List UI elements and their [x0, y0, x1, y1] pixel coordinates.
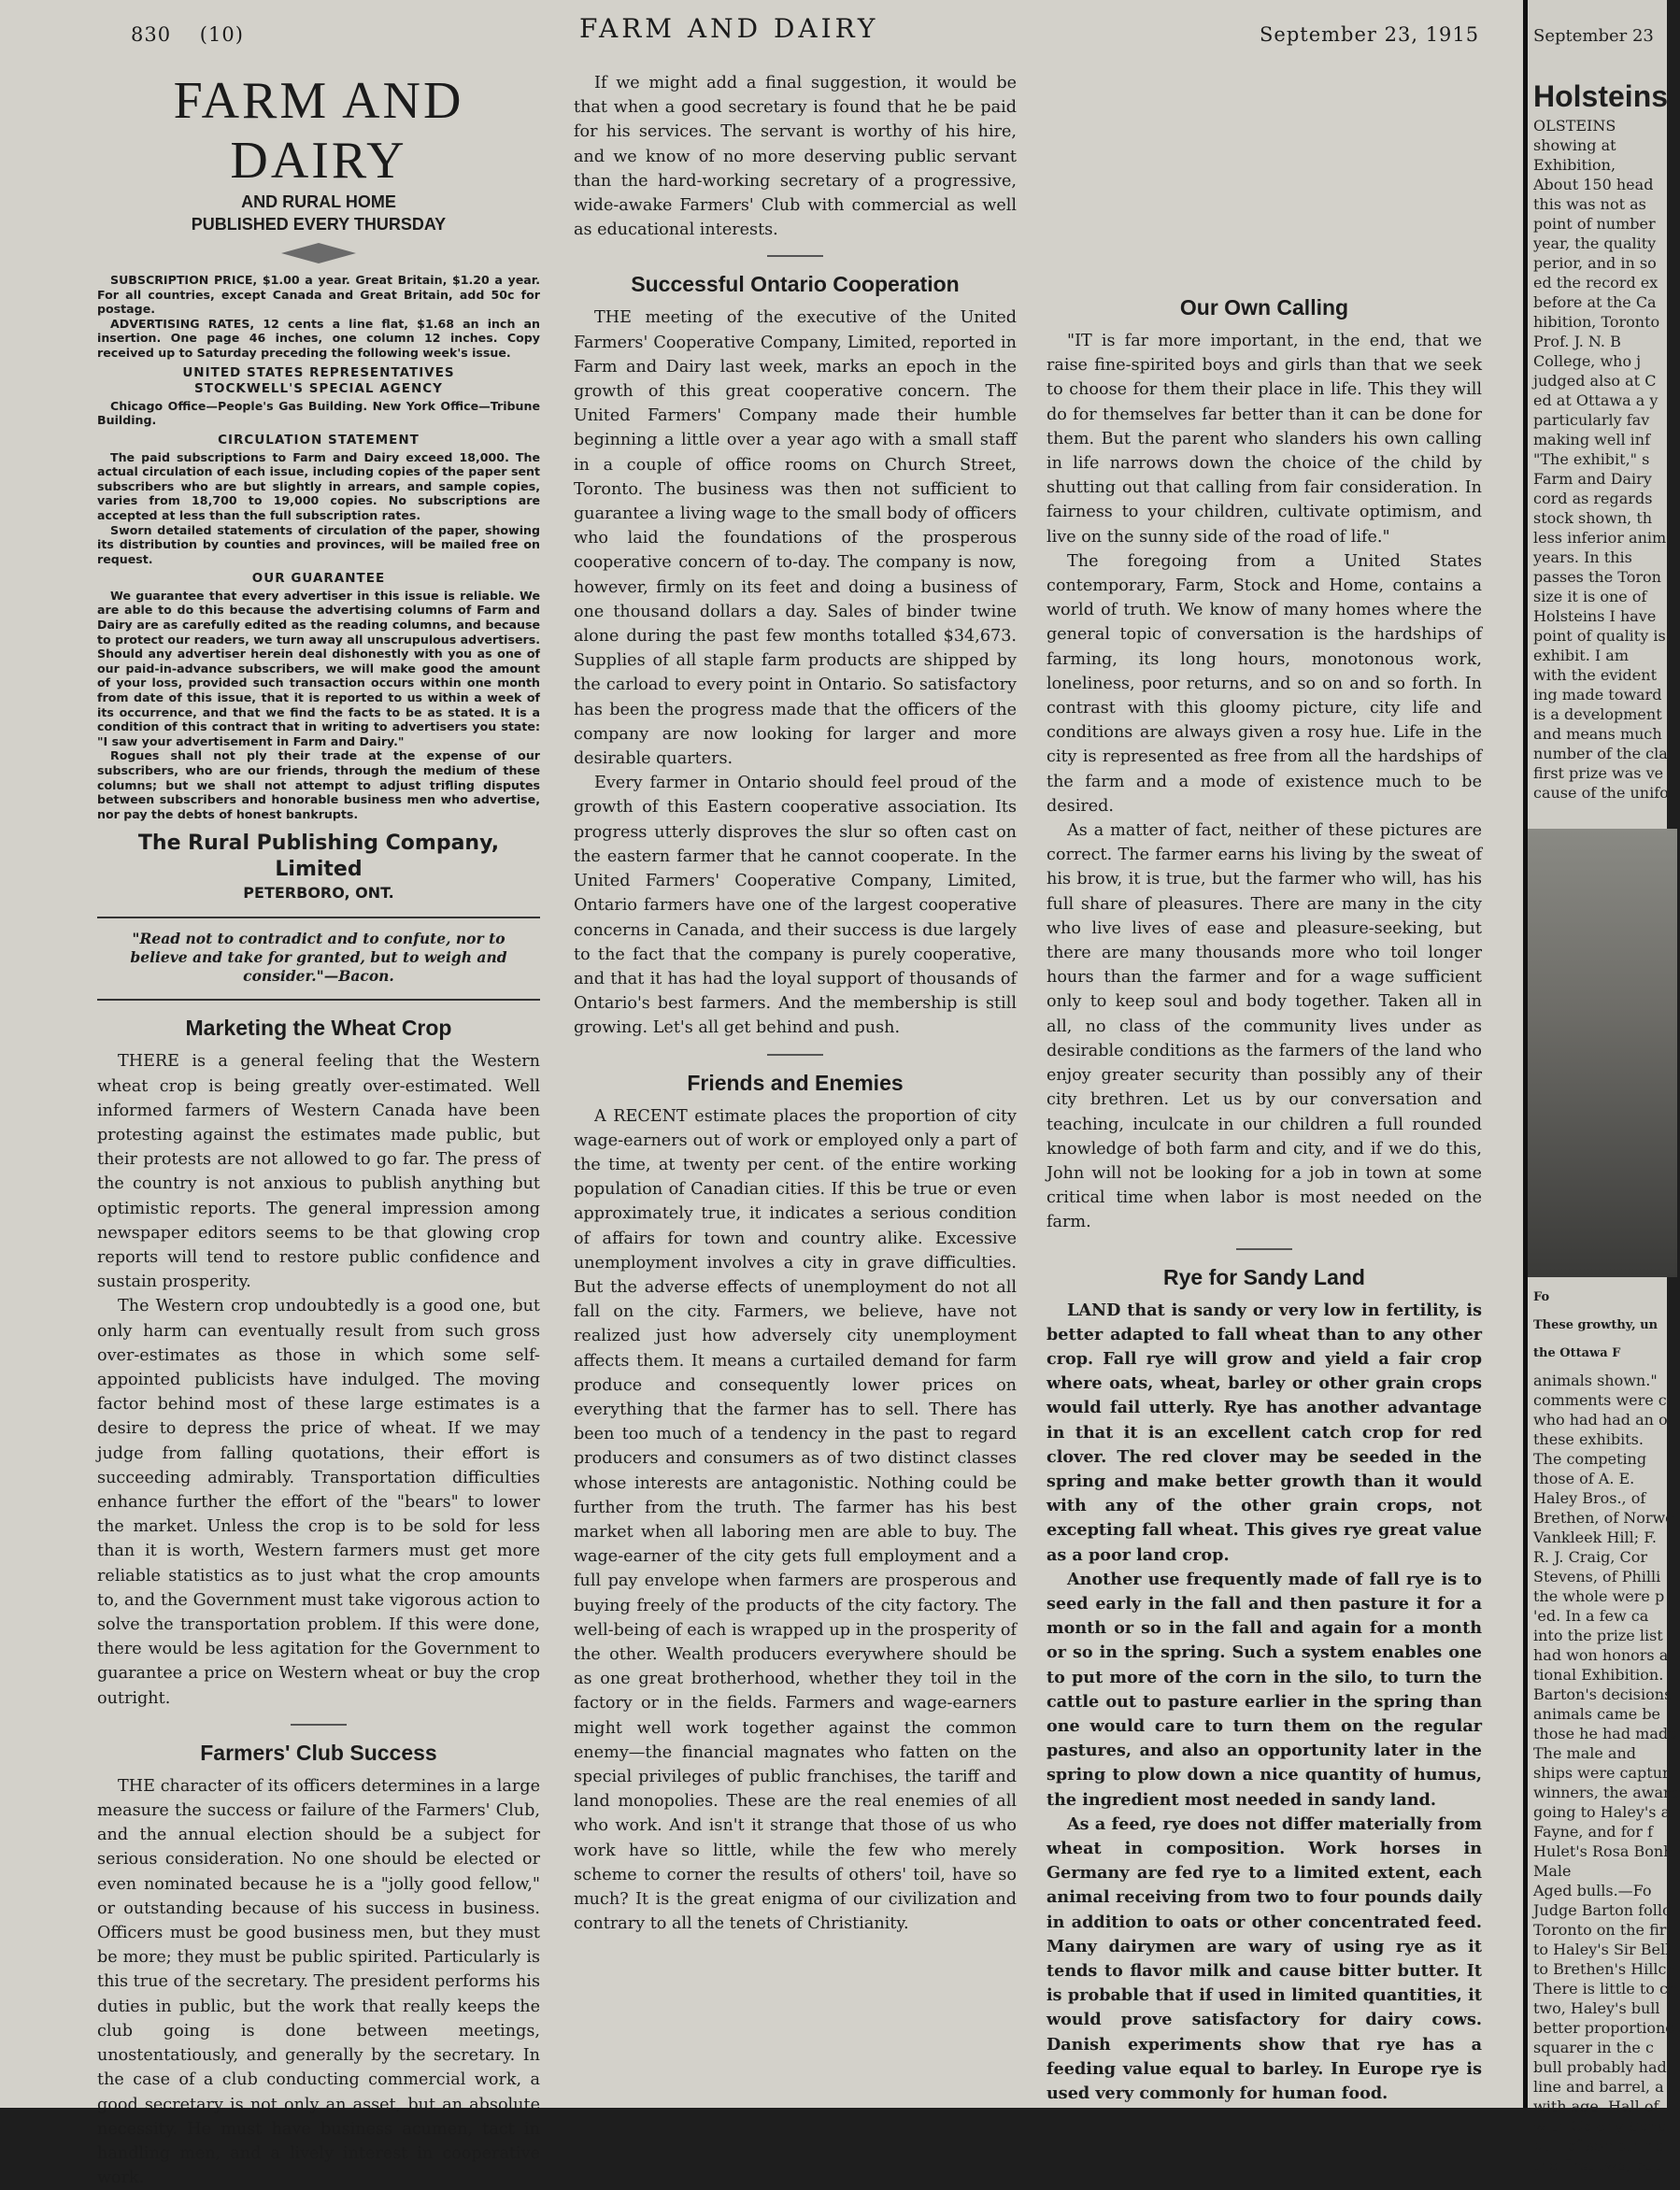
- article-calling-p3: As a matter of fact, neither of these pictures are correct. The farmer earns his living by the sweat of his brow, it is true, but the farmer who will, has his full share of pleasures. There are many in the city who live lives of ease and pleasure-seeking, but there are many thousands more who toil longer hours than the farmer and for a wage sufficient only to keep soul and body together. Taken all in all, no class of the community lives under as desirable conditions as the farmers of the land who enjoy greater security than possibly any of their city brethren. Let us by our conversation and teaching, inculcate in our children a full rounded knowledge of both farm and city, and if we do this, John will not be looking for a job in town at some critical time when labor is most needed on the farm.: [1046, 821, 1482, 1232]
- adjacent-bottom-line: Fayne, and for f: [1533, 1823, 1653, 1841]
- adjacent-top-line: Prof. J. N. B: [1533, 333, 1621, 350]
- adjacent-top-line: is a development: [1533, 705, 1662, 723]
- adjacent-top-line: stock shown, th: [1533, 509, 1653, 527]
- guarantee-text-2: Rogues shall not ply their trade at the expense of our subscribers, who are our friends, through the medium of these columns; but we shall not attempt to adjust trifling disputes between subscribers and honorable business men who advertise, nor pay the debts of honest bankrupts.: [97, 748, 540, 821]
- guarantee-text-1: We guarantee that every advertiser in this issue is reliable. We are able to do this because the advertising columns of Farm and Dairy are as carefully edited as the reading columns, and because to protect our readers, we turn away all unscrupulous advertisers. Should any advertiser herein deal dishonestly with you as one of our paid-in-advance subscribers, we will make good the amount of your loss, provided such transaction occurs within one month from date of this issue, that it is reported to us within a week of its occurrence, and that we find the facts to be as stated. It is a condition of this contract that in writing to advertisers you state: "I saw your advertisement in Farm and Dairy.": [97, 588, 540, 748]
- bacon-quote: "Read not to contradict and to confute, nor to believe and take for granted, but to weigh and consider."—Bacon.: [130, 930, 507, 986]
- us-reps-heading: UNITED STATES REPRESENTATIVES: [182, 364, 455, 380]
- adjacent-bottom-line: with Colony Cana: [1533, 2117, 1668, 2135]
- article-rye-p3: As a feed, rye does not differ materially from wheat in composition. Work horses in Germany are fed rye to a limited extent, each animal receiving from two to four pounds daily in addition to oats or other concentrated feed. Many dairymen are wary of using rye as it tends to flavor milk and cause bitter butter. It is probable that if used in limited quantities, it would prove satisfactory for dairy cows. Danish experiments show that rye has a feeding value equal to barley. In Europe rye is used very commonly for human food.: [1046, 1813, 1482, 2104]
- adjacent-bottom-line: who had had an o: [1533, 1411, 1668, 1429]
- adjacent-bottom-line: Brethen, of Norwo: [1533, 1509, 1674, 1527]
- adjacent-bottom-line: had won honors a: [1533, 1646, 1669, 1664]
- adjacent-bottom-line: comments were c: [1533, 1391, 1667, 1409]
- caption-line: These growthy, un: [1533, 1318, 1659, 1332]
- adjacent-bottom-line: animals came be: [1533, 1705, 1661, 1723]
- adjacent-top-line: cause of the unifo: [1533, 784, 1669, 802]
- article-coop-p1: THE meeting of the executive of the United Farmers' Cooperative Company, Limited, reported in Farm and Dairy last week, marks an epoch in the growth of this great cooperative concern. The United Farmers' Company made their humble beginning a little over a year ago with a small staff in a couple of office rooms on Church Street, Toronto. The business was then not sufficient to guarantee a living wage to the small body of officers who laid the foundations of the prosperous cooperative concern of to-day. The company is now, however, firmly on its feet and doing a business of one thousand dollars a day. Sales of binder twine alone during the past few months totalled $34,673. Supplies of all staple farm products are shipped by the carload to every point in Ontario. So satisfactory has been the progress made that the officers of the company are now looking for larger and more desirable quarters.: [574, 308, 1017, 769]
- article-title-calling: Our Own Calling: [1179, 295, 1349, 320]
- adjacent-top-line: Farm and Dairy: [1533, 470, 1652, 488]
- article-wheat-p2: The Western crop undoubtedly is a good one, but only harm can eventually result from such gross over-estimates as those in which some self-appointed publicists have indulged. The moving factor behind most of these large estimates is a desire to depress the price of wheat. If we may judge from falling quotations, their effort is succeeding admirably. Transportation difficulties enhance further the effort of the "bears" to lower the market. Unless the crop is to be sold for less than it is worth, Western farmers must get more reliable statistics as to just what the crop amounts to, and the Government must take vigorous action to solve the transportation problem. If this were done, there would be less agitation for the Government to guarantee a price on Western wheat or buy the crop outright.: [97, 1297, 540, 1708]
- adjacent-top-line: passes the Toron: [1533, 568, 1661, 586]
- caption-line: Fo: [1533, 1290, 1550, 1304]
- ornament-icon: [281, 243, 356, 263]
- adjacent-bottom-line: Male: [1533, 1862, 1572, 1880]
- circulation-text-1: The paid subscriptions to Farm and Dairy exceed 18,000. The actual circulation of each issue, including copies of the paper sent subscribers who are but slightly in arrears, and sample copies, varies from 18,700 to 19,000 copies. No subscriptions are accepted at less than the full subscription rates.: [97, 449, 540, 522]
- adjacent-page-title: Holsteins: [1533, 79, 1669, 113]
- adjacent-bottom-line: the first two, but: [1533, 2156, 1661, 2174]
- masthead-frequency: PUBLISHED EVERY THURSDAY: [191, 215, 447, 234]
- us-reps-agency: STOCKWELL'S SPECIAL AGENCY: [194, 381, 443, 397]
- adjacent-bottom-line: these exhibits.: [1533, 1430, 1644, 1448]
- adjacent-bottom-line: winners, the award: [1533, 1784, 1680, 1801]
- adjacent-top-line: Exhibition,: [1533, 156, 1616, 174]
- adjacent-top-line: ed the record ex: [1533, 274, 1659, 292]
- guarantee-heading: OUR GUARANTEE: [251, 571, 386, 587]
- masthead-title: FARM AND DAIRY: [173, 72, 464, 190]
- divider: [97, 999, 540, 1001]
- column-3: [1046, 280, 1482, 2106]
- publisher-location: PETERBORO, ONT.: [243, 884, 394, 903]
- adjacent-top-line: point of number: [1533, 215, 1656, 233]
- cattle-photo: [1528, 829, 1677, 1277]
- article-title-club: Farmers' Club Success: [200, 1740, 437, 1765]
- circulation-heading: CIRCULATION STATEMENT: [218, 432, 420, 448]
- adjacent-bottom-line: R. J. Craig, Cor: [1533, 1548, 1648, 1566]
- column-1: [97, 71, 540, 2190]
- adjacent-bottom-line: with age. Hall of: [1533, 2098, 1659, 2115]
- adjacent-top-line: size it is one of: [1533, 588, 1647, 605]
- article-title-wheat: Marketing the Wheat Crop: [185, 1016, 452, 1041]
- adjacent-top-line: and means much: [1533, 725, 1662, 743]
- adjacent-top-line: point of quality is: [1533, 627, 1666, 645]
- running-title: FARM AND DAIRY: [579, 13, 879, 44]
- adjacent-bottom-line: Hulet's Rosa Bonh: [1533, 1842, 1673, 1860]
- advertising-rates: ADVERTISING RATES, 12 cents a line flat, $1.68 an inch an insertion. One page 46 inches, one column 12 inches. Copy received up to Saturday preceding the following week's issue.: [97, 316, 540, 360]
- adjacent-top-line: before at the Ca: [1533, 293, 1657, 311]
- adjacent-top-line: making well inf: [1533, 431, 1650, 448]
- article-title-coop: Successful Ontario Cooperation: [631, 272, 960, 297]
- page-number: 830 (10): [131, 23, 244, 46]
- adjacent-bottom-line: Toronto on the fir: [1533, 1921, 1667, 1939]
- adjacent-bottom-line: Stevens, of Philli: [1533, 1568, 1661, 1586]
- article-calling-p1: "IT is far more important, in the end, that we raise fine-spirited boys and girls than that we seek to choose for them their place in life. This they will do for themselves far better than it can be done for them. But the parent who slanders his own calling in life narrows down the choice of the child by shutting out that calling from fair consideration. In fairness to your children, cultivate optimism, and live on the sunny side of the road of life.": [1046, 332, 1482, 547]
- adjacent-top-line: particularly fav: [1533, 411, 1650, 429]
- adjacent-bottom-line: two, Haley's bull: [1533, 1999, 1660, 2017]
- article-rye-p2: Another use frequently made of fall rye is to seed early in the fall and then pasture it for a month or so in the fall and again for a month or so in the spring. Such a system enables one to put more of the corn in the silo, to turn the cattle out to pasture earlier in the spring than one would care to turn them on the regular pastures, and also an opportunity later in the spring to plow down a nice quantity of humus, the ingredient most needed in sandy land.: [1046, 1569, 1482, 1810]
- adjacent-top-line: College, who j: [1533, 352, 1642, 370]
- adjacent-bottom-line: animals shown.": [1533, 1372, 1658, 1389]
- adjacent-top-line: first prize was ve: [1533, 764, 1664, 782]
- adjacent-top-line: less inferior anim: [1533, 529, 1667, 547]
- divider: [291, 1724, 347, 1726]
- article-coop-p2: Every farmer in Ontario should feel proud of the growth of this Eastern cooperative association. Its progress utterly disproves the slur so often cast on the eastern farmer that he cannot cooperate. In the United Farmers' Cooperative Company, Limited, Ontario farmers have one of the largest cooperative concerns in Canada, and their success is due largely to the fact that the company is purely cooperative, and that it has had the loyal support of thousands of Ontario's best farmers. And the membership is still growing. Let's all get behind and push.: [574, 774, 1017, 1038]
- us-reps-offices: Chicago Office—People's Gas Building. New York Office—Tribune Building.: [97, 398, 540, 428]
- adjacent-bottom-line: tional Exhibition.: [1533, 1666, 1664, 1684]
- adjacent-bottom-line: Aged bulls.—Fo: [1533, 1882, 1652, 1899]
- adjacent-top-line: hibition, Toronto: [1533, 313, 1660, 331]
- photo-caption: [1528, 1290, 1667, 1361]
- adjacent-bottom-line: The competing: [1533, 1450, 1647, 1468]
- adjacent-page-date: September 23: [1533, 26, 1654, 46]
- adjacent-top-line: ing made toward: [1533, 686, 1662, 704]
- adjacent-bottom-line: those of A. E.: [1533, 1470, 1635, 1487]
- adjacent-top-line: years. In this: [1533, 548, 1632, 566]
- publisher-name: The Rural Publishing Company, Limited: [137, 832, 500, 882]
- adjacent-bottom-line: to Brethen's Hillcr: [1533, 1960, 1674, 1978]
- divider: [1236, 1248, 1292, 1250]
- article-rye-p1: LAND that is sandy or very low in fertility, is better adapted to fall wheat than to any other crop. Fall rye will grow and yield a fair crop where oats, wheat, barley or other grain crops would fail utterly. Rye has another advantage in that it is an excellent catch crop for red clover. The red clover may be seeded in the spring and make better growth than it would with any of the other grain crops, not excepting fall wheat. This gives rye great value as a poor land crop.: [1046, 1300, 1482, 1565]
- adjacent-top-line: Holsteins I have: [1533, 607, 1657, 625]
- issue-date: September 23, 1915: [1260, 23, 1480, 46]
- adjacent-bottom-line: ships were captur: [1533, 1764, 1670, 1782]
- divider: [767, 255, 823, 257]
- adjacent-bottom-line: Haley Bros., of: [1533, 1489, 1646, 1507]
- masthead-subtitle: AND RURAL HOME: [241, 192, 396, 211]
- adjacent-bottom-line: better proportione: [1533, 2019, 1674, 2037]
- adjacent-top-line: with the evident: [1533, 666, 1657, 684]
- article-wheat-p1: THERE is a general feeling that the Western wheat crop is being greatly over-estimated. Well informed farmers of Western Canada have been protesting against the estimates made public, but their protests are not allowed to go far. The press of the country is not anxious to publish anything but optimistic reports. The general impression among newspaper editors seems to be that glowing crop reports will tend to restore public confidence and sustain prosperity.: [97, 1052, 540, 1292]
- adjacent-bottom-line: The male and: [1533, 1744, 1636, 1762]
- adjacent-bottom-line: line and barrel, a: [1533, 2078, 1664, 2096]
- adjacent-bottom-line: bull of something: [1533, 2137, 1666, 2154]
- adjacent-bottom-line: the whole were p: [1533, 1587, 1665, 1605]
- adjacent-top-line: number of the cla: [1533, 745, 1668, 762]
- adjacent-top-line: OLSTEINS: [1533, 117, 1616, 135]
- adjacent-bottom-line: going to Haley's a: [1533, 1803, 1671, 1821]
- adjacent-bottom-line: squarer in the c: [1533, 2039, 1654, 2056]
- article-calling-p2: The foregoing from a United States contemporary, Farm, Stock and Home, contains a world of truth. We know of many homes where the general topic of conversation is the hardships of farming, its long hours, monotonous work, loneliness, poor returns, and so on and so forth. In contrast with this gloomy picture, city life and conditions are always given a rosy hue. Life in the city is represented as free from all the hardships of the farm and a mode of existence much to be desired.: [1046, 551, 1482, 816]
- column-2: [574, 71, 1017, 1936]
- article-title-rye: Rye for Sandy Land: [1163, 1264, 1365, 1289]
- adjacent-top-line: showing at: [1533, 136, 1616, 154]
- article-title-friends: Friends and Enemies: [687, 1070, 904, 1095]
- caption-line: the Ottawa F: [1533, 1346, 1621, 1360]
- article-friends-p1: A RECENT estimate places the proportion of city wage-earners out of work or employed only a part of the time, at twenty per cent. of the entire working population of Canadian cities. If this be true or even approximately true, it indicates a serious condition of affairs for town and country alike. Excessive unemployment involves a city in grave difficulties. But the adverse effects of unemployment do not all fall on the city. Farmers, we believe, have not realized just how adversely city unemployment affects them. It means a curtailed demand for farm produce and consequently lower prices on everything that the farmer has to sell. There has been too much of a tendency in the past to regard producers and consumers as of two distinct classes whose interests are antagonistic. Nothing could be further from the truth. The farmer has his best market when all laboring men are able to buy. The wage-earner of the city gets full employment and a full pay envelope when farmers are prosperous and buying freely of the products of the city factory. The well-being of each is wrapped up in the prosperity of the other. Wealth producers everywhere should be as one great brotherhood, whether they toil in the factory or in the fields. Farmers and wage-earners might well work together against the common enemy—the financial magnates who fatten on the special privileges of public franchises, the tariff and land monopolies. These are the real enemies of all who work. And isn't it strange that those of us who work have so little, while the few who merely scheme to corner the results of others' toil, have so much? It is the great enigma of our civilization and contrary to all the tenets of Christianity.: [574, 1106, 1017, 1934]
- divider: [97, 917, 540, 918]
- adjacent-top-line: About 150 head: [1533, 176, 1654, 193]
- adjacent-bottom-line: bull probably had: [1533, 2058, 1667, 2076]
- adjacent-page-text-top: [1528, 116, 1667, 803]
- adjacent-page-text-bottom: [1528, 1371, 1680, 2175]
- adjacent-top-line: ed at Ottawa a y: [1533, 391, 1659, 409]
- article-club-p1: THE character of its officers determines in a large measure the success or failure of the Farmers' Club, and the annual election should be a subject for serious consideration. No one should be elected or even nominated because he is a "jolly good fellow," or outstanding because of his success in business. Officers must be good business men, but they must be more; they must be public spirited. Particularly is this true of the secretary. The president performs his duties in public, but the work that really keeps the club going is done between meetings, unostentatiously, and generally by the secretary. In the case of a club conducting commercial work, a good secretary is not only an asset, but an absolute necessity. He must have business acumen, tact in handling men, and a lively interest in cooperative work.: [97, 1776, 540, 2188]
- circulation-text-2: Sworn detailed statements of circulation of the paper, showing its distribution by counties and provinces, will be mailed free on request.: [97, 522, 540, 566]
- adjacent-top-line: this was not as: [1533, 195, 1646, 213]
- adjacent-bottom-line: to Haley's Sir Bell: [1533, 1941, 1671, 1958]
- adjacent-bottom-line: 'ed. In a few ca: [1533, 1607, 1649, 1625]
- adjacent-bottom-line: those he had made: [1533, 1725, 1677, 1742]
- adjacent-top-line: judged also at C: [1533, 372, 1657, 390]
- adjacent-bottom-line: into the prize list: [1533, 1627, 1663, 1644]
- divider: [767, 1054, 823, 1056]
- adjacent-top-line: perior, and in so: [1533, 254, 1657, 272]
- adjacent-bottom-line: There is little to ch: [1533, 1980, 1678, 1998]
- adjacent-bottom-line: Vankleek Hill; F.: [1533, 1529, 1657, 1546]
- adjacent-top-line: year, the quality: [1533, 235, 1657, 252]
- adjacent-bottom-line: Judge Barton follo: [1533, 1901, 1672, 1919]
- subscription-info: SUBSCRIPTION PRICE, $1.00 a year. Great Britain, $1.20 a year. For all countries, except Canada and Great Britain, add 50c for postage. ADVERTISING RATES, 12 cents a line flat, $1.68 an inch an insertion. One page 46 inches, one column 12 inches. Copy received up to Saturday preceding the following week's issue. UNITED STATES REPRESENTATIVES STOCKWELL'S SPECIAL AGENCY Chicago Office—People's Gas Building. New York Office—Tribune Building. CIRCULATION STATEMENT The paid subscriptions to Farm and Dairy exceed 18,000. The actual circulation of each issue, including copies of the paper sent subscribers who are but slightly in arrears, and sample copies, varies from 18,700 to 19,000 copies. No subscriptions are accepted at less than the full subscription rates. Sworn detailed statements of circulation of the paper, showing its distribution by counties and provinces, will be mailed free on request. OUR GUARANTEE We guarantee that every advertiser in this issue is reliable. We are able to do this because the advertising columns of Farm and Dairy are as carefully edited as the reading columns, and because to protect our readers, we turn away all unscrupulous advertisers. Should any advertiser herein deal dishonestly with you as one of our paid-in-advance subscribers, we will make good the amount of your loss, provided such transaction occurs within one month from date of this issue, that it is reported to us within a week of its occurrence, and that we find the facts to be as stated. It is a condition of this contract that in writing to advertisers you state: "I saw your advertisement in Farm and Dairy." Rogues shall not ply their trade at the expense of our subscribers, who are our friends, through the medium of these columns; but we shall not attempt to adjust trifling disputes between subscribers and honorable business men who advertise, nor pay the debts of honest bankrupts.: [97, 273, 540, 821]
- adjacent-top-line: "The exhibit," s: [1533, 450, 1650, 468]
- adjacent-top-line: cord as regards: [1533, 490, 1653, 507]
- adjacent-bottom-line: Barton's decisions: [1533, 1685, 1673, 1703]
- adjacent-top-line: exhibit. I am: [1533, 647, 1629, 664]
- adjacent-page-fragment: [1523, 0, 1680, 2174]
- article-club-p2: If we might add a final suggestion, it would be that when a good secretary is found that he be paid for his services. The servant is worthy of his hire, and we know of no more deserving public servant than the hard-working secretary of a progressive, wide-awake Farmers' Club with commercial as well as educational interests.: [574, 74, 1017, 240]
